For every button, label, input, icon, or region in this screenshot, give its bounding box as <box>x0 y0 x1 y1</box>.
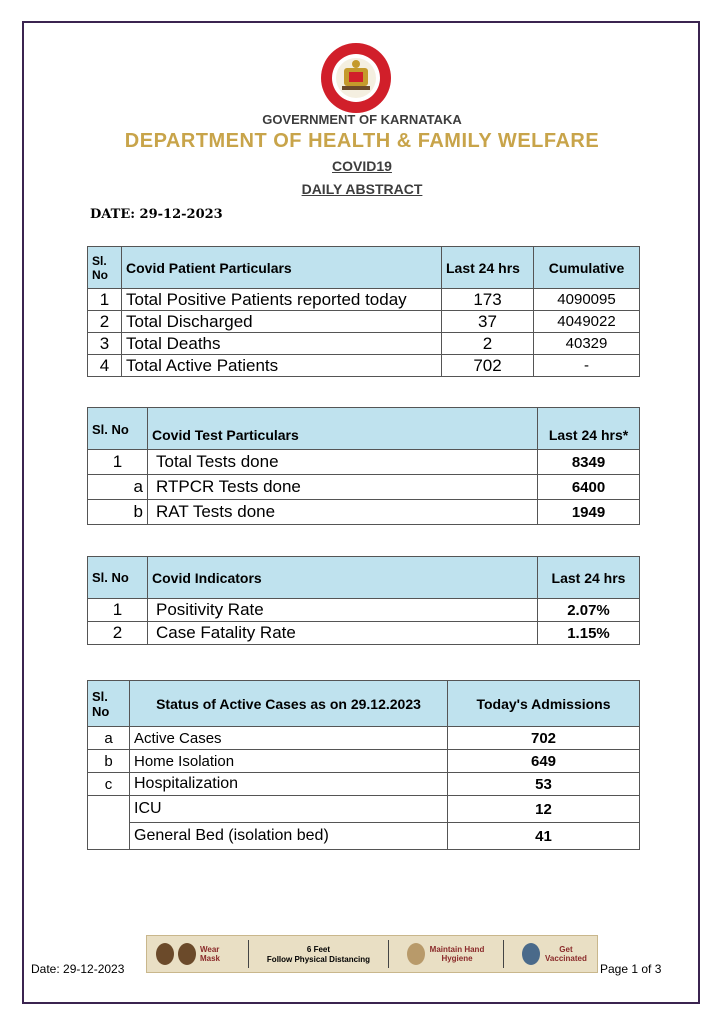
row-label: Total Deaths <box>122 333 442 355</box>
table-row <box>88 823 640 850</box>
col-last-24: Last 24 hrs* <box>538 408 640 450</box>
row-no: 3 <box>88 333 122 355</box>
row-no: a <box>88 727 130 750</box>
row-label: General Bed (isolation bed) <box>130 823 448 850</box>
col-status: Status of Active Cases as on 29.12.2023 <box>130 681 448 727</box>
hand-wash-icon <box>407 943 425 965</box>
row-last24: 37 <box>442 311 534 333</box>
table-row <box>88 773 640 796</box>
row-no: 1 <box>88 289 122 311</box>
table-row <box>88 289 640 311</box>
row-value: 53 <box>448 773 640 796</box>
table-row <box>88 622 640 645</box>
table-row <box>88 333 640 355</box>
row-label: RTPCR Tests done <box>148 475 538 500</box>
row-label: Positivity Rate <box>148 599 538 622</box>
col-last-24: Last 24 hrs <box>442 247 534 289</box>
col-sl-no: Sl. No <box>88 408 148 450</box>
row-cumulative: 4049022 <box>534 311 640 333</box>
vaccination-icon <box>522 943 540 965</box>
row-value: 1949 <box>538 500 640 525</box>
row-label: Total Tests done <box>148 450 538 475</box>
col-particulars: Covid Patient Particulars <box>122 247 442 289</box>
hygiene-segment <box>407 943 485 965</box>
row-label: Active Cases <box>130 727 448 750</box>
table-row <box>88 355 640 377</box>
wear-mask-label: Wear Mask <box>199 945 220 963</box>
row-value: 702 <box>448 727 640 750</box>
row-no: a <box>88 475 148 500</box>
table-row <box>88 599 640 622</box>
col-last-24: Last 24 hrs <box>538 557 640 599</box>
footer-date: Date: 29-12-2023 <box>31 962 125 976</box>
row-value: 8349 <box>538 450 640 475</box>
row-label: Total Discharged <box>122 311 442 333</box>
page-number: Page 1 of 3 <box>600 962 662 976</box>
col-admissions: Today's Admissions <box>448 681 640 727</box>
department-title: DEPARTMENT OF HEALTH & FAMILY WELFARE <box>124 130 600 152</box>
vaccine-segment <box>522 943 588 965</box>
row-value: 2.07% <box>538 599 640 622</box>
distancing-segment <box>267 945 370 964</box>
row-label: RAT Tests done <box>148 500 538 525</box>
row-label: Total Positive Patients reported today <box>122 289 442 311</box>
report-date: DATE: 29-12-2023 <box>90 207 223 222</box>
patient-particulars-table <box>87 246 640 377</box>
table-row <box>88 750 640 773</box>
row-value: 41 <box>448 823 640 850</box>
row-no: 2 <box>88 622 148 645</box>
row-value: 6400 <box>538 475 640 500</box>
row-no: 2 <box>88 311 122 333</box>
divider <box>388 940 389 968</box>
wear-mask-segment <box>156 943 230 965</box>
row-value: 649 <box>448 750 640 773</box>
col-sl-no: Sl. No <box>88 557 148 599</box>
hygiene-label: Maintain Hand Hygiene <box>429 945 485 963</box>
table-row <box>88 727 640 750</box>
row-value: 1.15% <box>538 622 640 645</box>
abstract-subtitle: DAILY ABSTRACT <box>301 181 423 197</box>
row-label: Case Fatality Rate <box>148 622 538 645</box>
table-row <box>88 796 640 823</box>
row-last24: 173 <box>442 289 534 311</box>
table-row <box>88 311 640 333</box>
row-last24: 702 <box>442 355 534 377</box>
covid-safety-banner <box>146 935 598 973</box>
row-cumulative: 4090095 <box>534 289 640 311</box>
row-label: Total Active Patients <box>122 355 442 377</box>
row-label: ICU <box>130 796 448 823</box>
row-cumulative: - <box>534 355 640 377</box>
row-no: c <box>88 773 130 796</box>
row-value: 12 <box>448 796 640 823</box>
mask-person-icon <box>156 943 174 965</box>
row-no: 1 <box>88 450 148 475</box>
table-row <box>88 500 640 525</box>
government-title: GOVERNMENT OF KARNATAKA <box>262 112 462 127</box>
distance-label: 6 Feet <box>306 944 331 954</box>
covid-indicators-table <box>87 556 640 645</box>
col-cumulative: Cumulative <box>534 247 640 289</box>
table-row <box>88 475 640 500</box>
col-particulars: Covid Test Particulars <box>148 408 538 450</box>
row-label: Home Isolation <box>130 750 448 773</box>
row-no: b <box>88 500 148 525</box>
col-sl-no: Sl. No <box>88 247 122 289</box>
row-last24: 2 <box>442 333 534 355</box>
table-row <box>88 450 640 475</box>
row-no: b <box>88 750 130 773</box>
row-no: 4 <box>88 355 122 377</box>
col-sl-no: Sl. No <box>88 681 130 727</box>
distancing-label: Follow Physical Distancing <box>266 954 371 964</box>
test-particulars-table <box>87 407 640 525</box>
active-cases-status-table <box>87 680 640 850</box>
divider <box>503 940 504 968</box>
karnataka-emblem-icon <box>320 42 392 114</box>
vaccine-label: Get Vaccinated <box>545 945 587 963</box>
row-cumulative: 40329 <box>534 333 640 355</box>
row-label: Hospitalization <box>130 773 448 796</box>
mask-person-icon <box>178 943 196 965</box>
row-no: 1 <box>88 599 148 622</box>
col-indicators: Covid Indicators <box>148 557 538 599</box>
row-no-empty <box>88 796 130 850</box>
covid-subtitle: COVID19 <box>332 158 392 174</box>
divider <box>248 940 249 968</box>
